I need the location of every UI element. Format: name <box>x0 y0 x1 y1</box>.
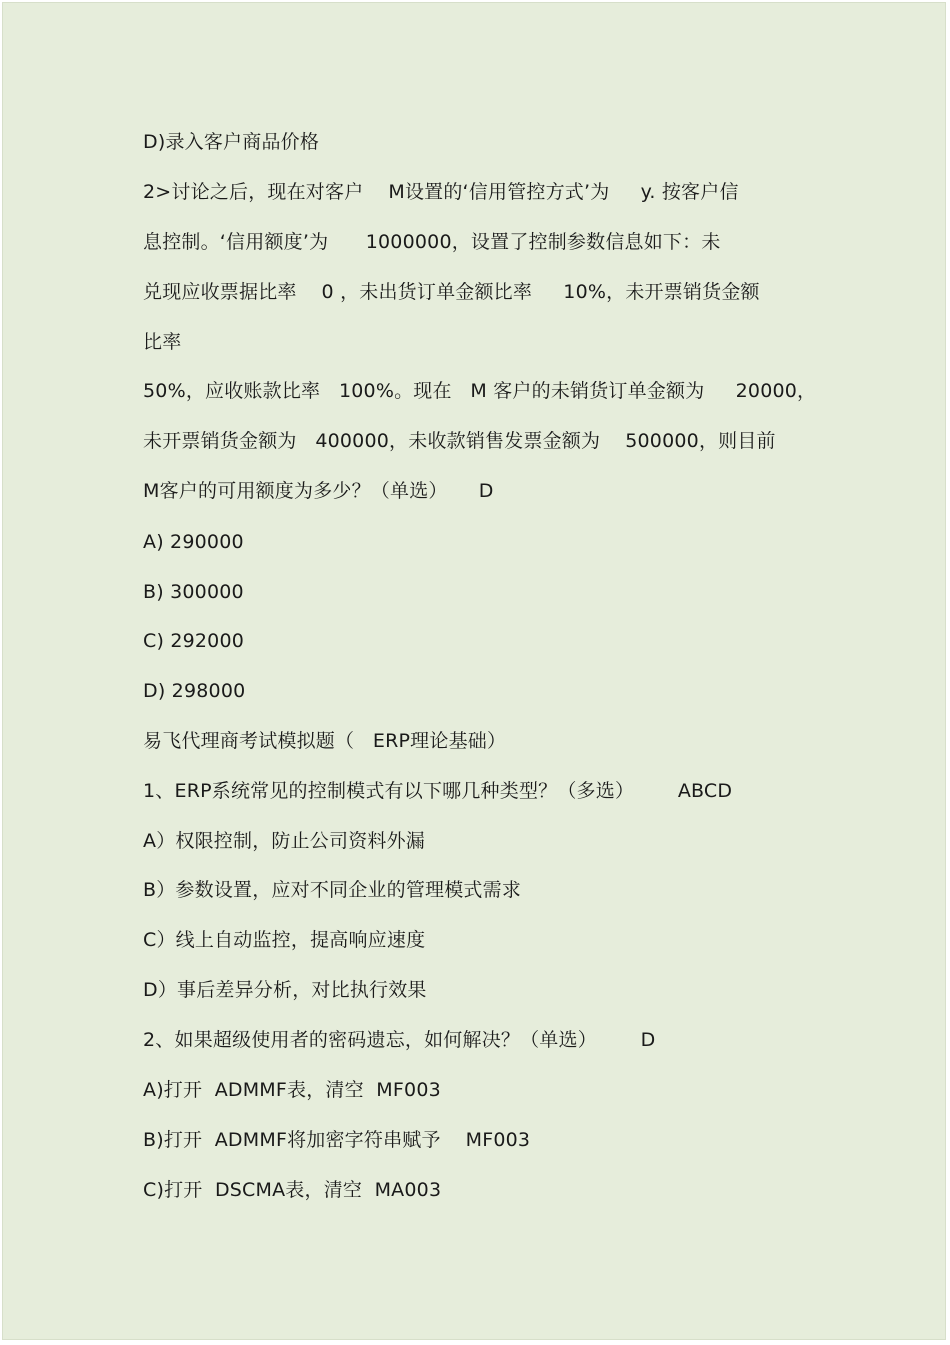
text-line: M客户的可用额度为多少？（单选） D <box>143 480 494 502</box>
text-line: D）事后差异分析，对比执行效果 <box>143 979 427 1001</box>
text-line: 兑现应收票据比率 0 ，未出货订单金额比率 10%，未开票销货金额 <box>143 281 760 303</box>
text-line: 未开票销货金额为 400000，未收款销售发票金额为 500000，则目前 <box>143 430 776 452</box>
text-line: 1、ERP系统常见的控制模式有以下哪几种类型？（多选） ABCD <box>143 780 733 802</box>
text-line: D)录入客户商品价格 <box>143 131 320 153</box>
text-line: D) 298000 <box>143 680 246 702</box>
text-line: A)打开 ADMMF表，清空 MF003 <box>143 1079 441 1101</box>
text-line: A) 290000 <box>143 531 244 553</box>
text-line: 50%，应收账款比率 100%。现在 M 客户的未销货订单金额为 20000， <box>143 380 817 402</box>
text-line: B)打开 ADMMF将加密字符串赋予 MF003 <box>143 1129 531 1151</box>
text-line: B) 300000 <box>143 581 244 603</box>
text-line: C) 292000 <box>143 630 245 652</box>
text-line: C)打开 DSCMA表，清空 MA003 <box>143 1179 442 1201</box>
text-line: C）线上自动监控，提高响应速度 <box>143 929 426 951</box>
text-line: 息控制。‘信用额度’为 1000000，设置了控制参数信息如下：未 <box>143 231 721 253</box>
text-line: 2>讨论之后，现在对客户 M设置的‘信用管控方式’为 y. 按客户信 <box>143 181 739 203</box>
text-line: B）参数设置，应对不同企业的管理模式需求 <box>143 879 522 901</box>
section-heading: 易飞代理商考试模拟题（ ERP理论基础） <box>143 730 507 752</box>
text-line: 比率 <box>143 331 182 353</box>
text-line: 2、如果超级使用者的密码遗忘，如何解决？（单选） D <box>143 1029 656 1051</box>
text-line: A）权限控制，防止公司资料外漏 <box>143 830 425 852</box>
